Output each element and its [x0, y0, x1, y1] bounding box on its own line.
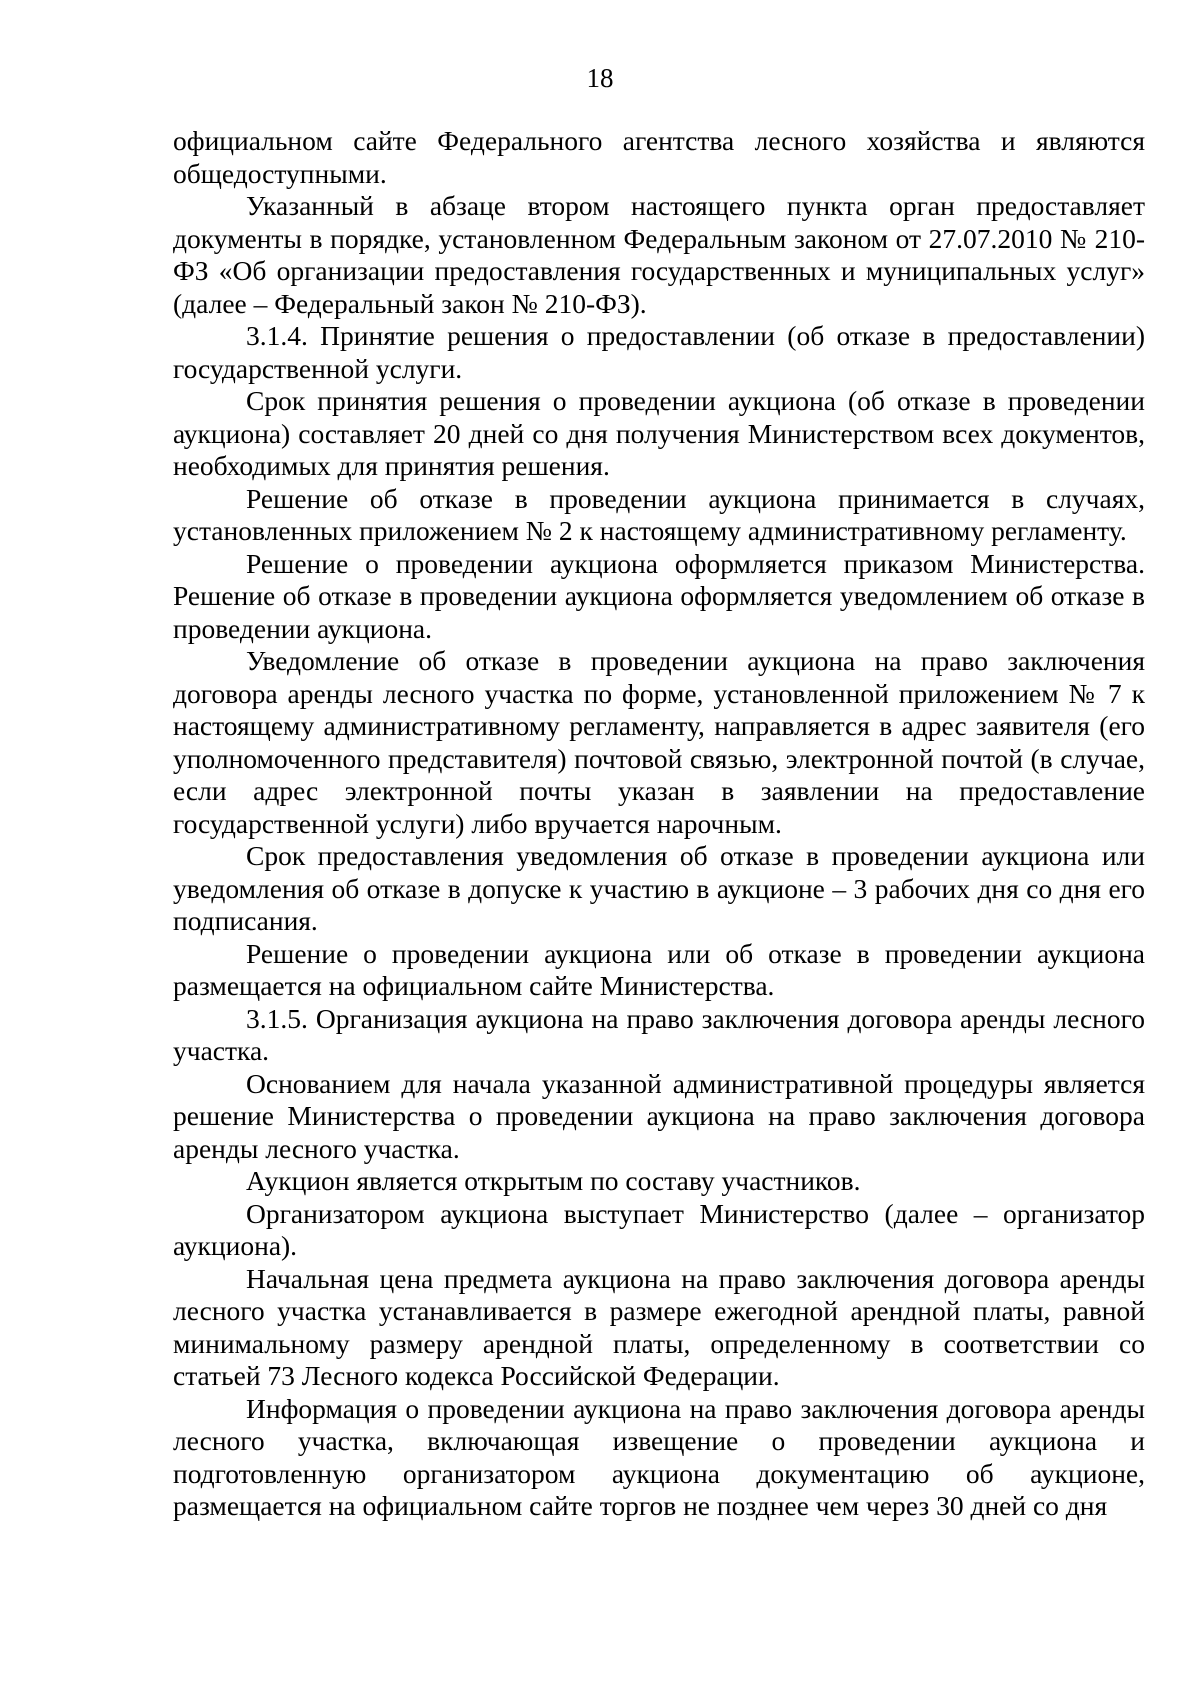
paragraph-refusal-notice: Уведомление об отказе в проведении аукциона на право заключения договора аренды лесного участка по форме, установленной приложением № 7 к настоящему административному регламенту, направляется в адрес заявителя (его уполномоченного представителя) почтовой связью, электронной почтой (в случае, если адрес электронной почты указан в заявлении на предоставление государственной услуги) либо вручается нарочным.: [173, 645, 1145, 839]
paragraph-organizer: Организатором аукциона выступает Министерство (далее – организатор аукциона).: [173, 1197, 1145, 1261]
page-number: 18: [586, 63, 614, 93]
paragraph-authority-documents: Указанный в абзаце втором настоящего пункта орган предоставляет документы в порядке, установленном Федеральным законом от 27.07.2010 № 210-ФЗ «Об организации предоставления государственных и муниципальных услуг» (далее – Федеральный закон № 210-ФЗ).: [173, 190, 1145, 319]
paragraph-continuation: официальном сайте Федерального агентства лесного хозяйства и являются общедоступными.: [173, 125, 1145, 189]
paragraph-decision-term: Срок принятия решения о проведении аукциона (об отказе в проведении аукциона) составляет 20 дней со дня получения Министерством всех документов, необходимых для принятия решения.: [173, 385, 1145, 481]
paragraph-notice-term: Срок предоставления уведомления об отказе в проведении аукциона или уведомления об отказе в допуске к участию в аукционе – 3 рабочих дня со дня его подписания.: [173, 840, 1145, 936]
paragraph-decision-form: Решение о проведении аукциона оформляется приказом Министерства. Решение об отказе в проведении аукциона оформляется уведомлением об отказе в проведении аукциона.: [173, 547, 1145, 644]
paragraph-initial-price: Начальная цена предмета аукциона на право заключения договора аренды лесного участка устанавливается в размере ежегодной арендной платы, равной минимальному размеру арендной платы, определенному в соответствии со статьей 73 Лесного кодекса Российской Федерации.: [173, 1262, 1145, 1391]
paragraph-procedure-basis: Основанием для начала указанной административной процедуры является решение Министерства о проведении аукциона на право заключения договора аренды лесного участка.: [173, 1067, 1145, 1164]
paragraph-refusal-cases: Решение об отказе в проведении аукциона принимается в случаях, установленных приложением № 2 к настоящему административному регламенту.: [173, 482, 1145, 546]
paragraph-open-auction: Аукцион является открытым по составу участников.: [246, 1165, 861, 1196]
paragraph-section-3-1-5: 3.1.5. Организация аукциона на право заключения договора аренды лесного участка.: [173, 1002, 1145, 1066]
paragraph-section-3-1-4: 3.1.4. Принятие решения о предоставлении (об отказе в предоставлении) государственной услуги.: [173, 320, 1145, 384]
paragraph-decision-publication: Решение о проведении аукциона или об отказе в проведении аукциона размещается на официальном сайте Министерства.: [173, 937, 1145, 1001]
document-body: [173, 125, 1145, 1523]
paragraph-auction-information: Информация о проведении аукциона на право заключения договора аренды лесного участка, включающая извещение о проведении аукциона и подготовленную организатором аукциона документацию об аукционе, размещается на официальном сайте торгов не позднее чем через 30 дней со дня: [173, 1392, 1145, 1521]
